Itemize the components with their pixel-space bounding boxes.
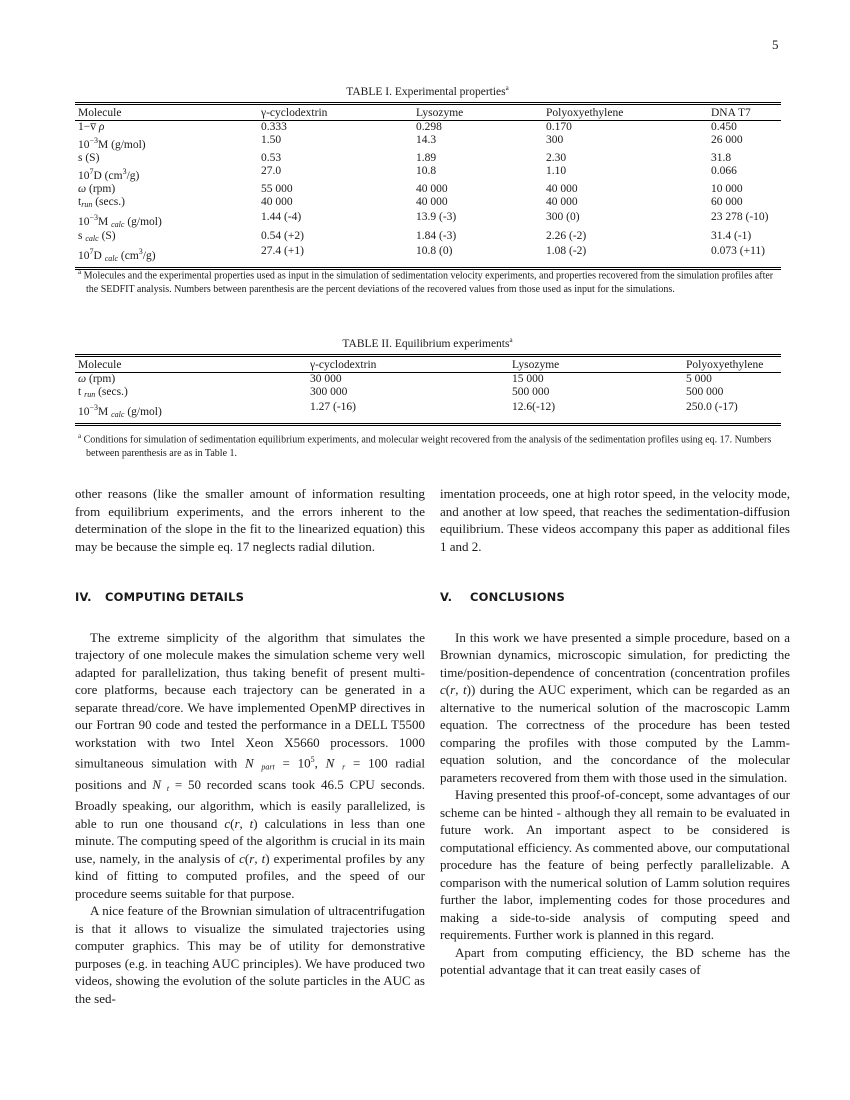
table-cell: 10.8 (0) xyxy=(413,245,543,268)
table1 xyxy=(75,102,781,270)
table1-footnote-text: Molecules and the experimental properties used as input in the simulation of sedimentation velocity experiments, and properties recovered from the simulation profiles after the SEDFIT analysis. Numbers between parenthesis are the percent deviations of the recovered values from those used as input for the simulations. xyxy=(83,270,774,296)
column-header: Polyoxyethylene xyxy=(543,104,708,121)
table-row xyxy=(75,134,781,152)
table-cell: 2.26 (-2) xyxy=(546,230,587,243)
table-cell: 0.170 xyxy=(546,121,572,133)
table-cell: 300 (0) xyxy=(546,210,580,223)
table-cell: 13.9 (-3) xyxy=(416,210,457,223)
table-row xyxy=(75,165,781,183)
table-row xyxy=(75,183,781,196)
column-header-molecule: Molecule xyxy=(75,104,258,121)
table-cell: 31.8 xyxy=(711,151,732,164)
table-cell: 1.50 xyxy=(261,134,282,146)
conclusions-paragraph-2: Having presented this proof-of-concept, some advantages of our scheme can be hinted - although they all remain to be evaluated in future work. An important aspect to be considered is computational efficiency. As commented above, our computational procedure has the feature of being perfectly parallelizable. A comparison with the numerical solution of Lamm solution requires further the labor, implementing codes for those procedures and making a side-to-side analysis of computing speed and requirements. Further work is planned in this regard. xyxy=(440,787,790,942)
table-cell: 40 000 xyxy=(546,195,578,208)
row-label: $10^{-3}M$ $_{calc}$ (g/mol) xyxy=(75,401,307,424)
section-heading-conclusions xyxy=(440,589,790,607)
section-number: V. xyxy=(440,590,453,604)
table-cell: 1.27 (-16) xyxy=(307,401,509,424)
table-cell: 250.0 (-17) xyxy=(683,401,781,424)
table-cell: 0.066 xyxy=(711,164,737,177)
table2 xyxy=(75,354,781,426)
table-row xyxy=(75,196,781,211)
table-cell: 55 000 xyxy=(261,182,293,195)
row-label: ω (rpm) xyxy=(78,182,116,195)
table-cell: 14.3 xyxy=(416,134,437,146)
table-row xyxy=(75,230,781,245)
section-heading-computing-details xyxy=(75,589,425,607)
table-row xyxy=(75,121,781,135)
table-cell: 1.89 xyxy=(416,151,437,164)
table2-header-row xyxy=(75,356,781,373)
table-cell: 40 000 xyxy=(546,182,578,195)
row-label: ω (rpm) xyxy=(78,373,116,385)
row-label: $t_{run}$ (secs.) xyxy=(78,195,125,209)
table2-caption-mark: a xyxy=(509,336,513,344)
table-cell: 500 000 xyxy=(686,386,724,398)
right-continuation-paragraph: imentation proceeds, one at high rotor speed, in the velocity mode, and another at low speed, that reaches the sedimentation-diffusion equilibrium. These videos accompany this paper as additional files 1 and 2. xyxy=(440,486,790,554)
section-title: CONCLUSIONS xyxy=(470,590,565,604)
table-cell: 1.08 (-2) xyxy=(543,245,708,268)
table-row xyxy=(75,386,781,401)
table-cell: 40 000 xyxy=(261,195,293,208)
table2-caption-text: TABLE II. Equilibrium experiments xyxy=(342,337,510,350)
row-label: s $_{calc}$ (S) xyxy=(78,230,116,244)
table-cell: 30 000 xyxy=(310,373,342,385)
row-label: $10^{-3}M$ $_{calc}$ (g/mol) xyxy=(78,212,162,229)
left-continuation-paragraph: other reasons (like the smaller amount of information resulting from equilibrium experiments, and the errors inherent to the determination of the slope in the fit to the linearized equation) this may be because the simple eq. 17 neglects radial dilution. xyxy=(75,486,425,554)
table2-footnote-mark: a xyxy=(78,432,82,440)
table-cell: 10 000 xyxy=(711,182,743,195)
table1-caption-text: TABLE I. Experimental properties xyxy=(346,85,506,98)
column-header: DNA T7 xyxy=(708,104,781,121)
table-cell: 1.84 (-3) xyxy=(416,230,457,243)
table-cell: 1.10 xyxy=(546,164,567,177)
table1-caption-mark: a xyxy=(505,84,509,92)
table1-footnote-mark: a xyxy=(78,268,82,276)
table-cell: 5 000 xyxy=(686,373,712,385)
left-column xyxy=(75,485,425,1007)
table-cell: 27.0 xyxy=(261,164,282,177)
column-header: γ-cyclodextrin xyxy=(307,356,509,373)
table1-caption xyxy=(75,84,780,98)
column-header: γ-cyclodextrin xyxy=(258,104,413,121)
table-row xyxy=(75,211,781,231)
table-cell: 12.6(-12) xyxy=(509,401,683,424)
table1-header-row xyxy=(75,104,781,121)
table-row xyxy=(75,373,781,387)
row-label: $10^{-3}M$ (g/mol) xyxy=(78,136,146,151)
row-label: s (S) xyxy=(78,151,100,164)
table-cell: 40 000 xyxy=(416,182,448,195)
table-cell: 60 000 xyxy=(711,195,743,208)
table-cell: 0.073 (+11) xyxy=(708,245,781,268)
column-header: Lysozyme xyxy=(413,104,543,121)
table-cell: 2.30 xyxy=(546,151,567,164)
table-cell: 0.450 xyxy=(711,121,737,133)
table2-footnote-text: Conditions for simulation of sedimentation equilibrium experiments, and molecular weight recovered from the analysis of the sedimentation profiles using eq. 17. Numbers between parenthesis are as in Table 1. xyxy=(83,434,772,460)
table-cell: 1.44 (-4) xyxy=(261,210,302,223)
table-cell: 23 278 (-10) xyxy=(711,210,769,223)
table-cell: 500 000 xyxy=(512,386,550,398)
computing-paragraph-2: A nice feature of the Brownian simulation of ultracentrifugation is that it allows to visualize the simulated trajectories using computer graphics. This may be of utility for demonstrative purposes (e.g. in teaching AUC principles). We have produced two videos, showing the evolution of the solute particles in the AUC as the sed- xyxy=(75,903,425,1006)
page-number: 5 xyxy=(772,37,779,52)
table-cell: 0.53 xyxy=(261,151,282,164)
table-cell: 0.54 (+2) xyxy=(261,230,304,243)
table2-footnote xyxy=(78,429,776,461)
table-row xyxy=(75,401,781,424)
column-header-molecule: Molecule xyxy=(75,356,307,373)
table-cell: 26 000 xyxy=(711,134,743,146)
row-label: $10^7D$ $_{calc}$ $(cm^3/g)$ xyxy=(75,245,258,268)
table-row xyxy=(75,152,781,165)
column-header: Polyoxyethylene xyxy=(683,356,781,373)
table-cell: 40 000 xyxy=(416,195,448,208)
table-cell: 300 xyxy=(546,134,564,146)
right-column xyxy=(440,485,790,979)
row-label: 1−v̅ ρ xyxy=(78,121,105,133)
column-header: Lysozyme xyxy=(509,356,683,373)
table-cell: 0.298 xyxy=(416,121,442,133)
table-cell: 31.4 (-1) xyxy=(711,230,752,243)
table2-caption xyxy=(75,336,780,350)
table-cell: 0.333 xyxy=(261,121,287,133)
section-number: IV. xyxy=(75,590,92,604)
table-cell: 300 000 xyxy=(310,386,348,398)
row-label: $10^7D$ $(cm^3/g)$ xyxy=(78,166,140,182)
computing-paragraph-1: The extreme simplicity of the algorithm that simulates the trajectory of one molecule makes the simulation scheme very well adapted for parallelization, thus taking benefit of present multi-core platforms, because each trajectory can be generated in a separate thread/core. We have implemented OpenMP directives in our Fortran 90 code and tested the performance in a DELL T5500 workstation with two Intel Xeon X5660 processors. 1000 simultaneous simulation with N $_{part} = 10^5$, N $_r$ = 100 radial positions and N $_t$ = 50 recorded scans took 46.5 CPU seconds. Broadly speaking, our algorithm, which is easily parallelized, is able to run one thousand c(r, t) calculations in less than one minute. The computing speed of the algorithm is crucial in its main use, namely, in the analysis of c(r, t) experimental profiles by any kind of fitting to computed profiles, and the speed of our procedure seems suitable for that purpose. xyxy=(75,629,426,901)
conclusions-paragraph-3: Apart from computing efficiency, the BD scheme has the potential advantage that it can treat easily cases of xyxy=(440,944,790,977)
section-title: COMPUTING DETAILS xyxy=(105,590,245,604)
table-cell: 15 000 xyxy=(512,373,544,385)
conclusions-paragraph-1: In this work we have presented a simple procedure, based on a Brownian dynamics, microscopic simulation, for predicting the time/position-dependence of concentration (concentration profiles c(r, t)) during the AUC experiment, which can be regarded as an alternative to the numerical solution of the macroscopic Lamm equation. The correctness of the procedure has been tested comparing the profiles with those computed by the Lamm-equation solution, and the concordance of the molecular parameters recovered from them with those used in the simulation. xyxy=(440,629,790,785)
table1-footnote xyxy=(78,265,776,297)
table-cell: 10.8 xyxy=(416,164,437,177)
table-cell: 27.4 (+1) xyxy=(258,245,413,268)
row-label: t $_{run}$ (secs.) xyxy=(78,386,128,399)
